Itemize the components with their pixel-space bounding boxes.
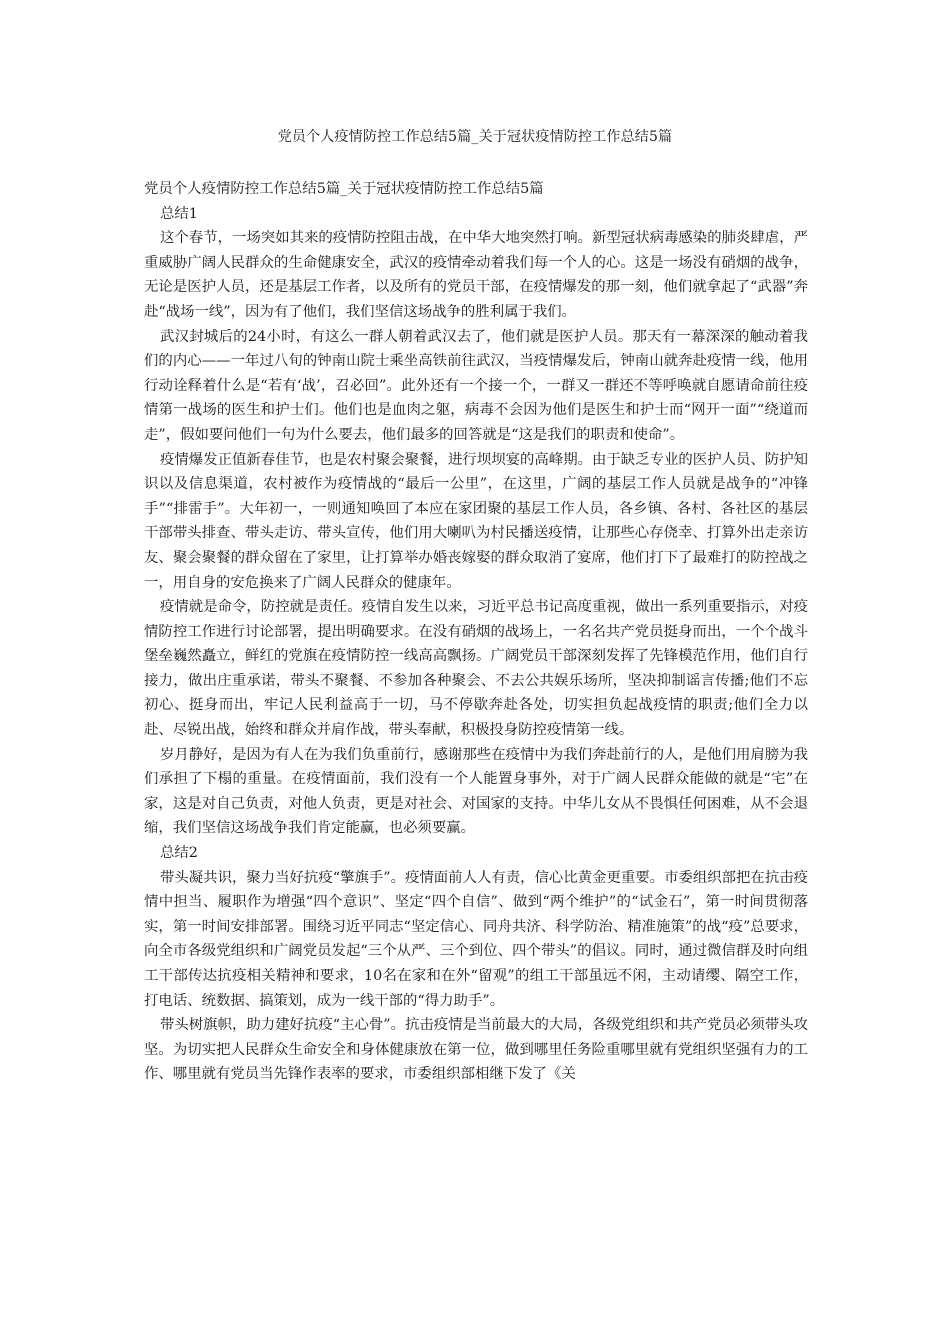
paragraph: 带头树旗帜，助力建好抗疫“主心骨”。抗击疫情是当前最大的大局，各级党组织和共产党员必须带头攻坚。为切实把人民群众生命安全和身体健康放在第一位，做到哪里任务险重哪里就有党组织坚强有力的工作、哪里就有党员当先锋作表率的要求，市委组织部相继下发了《关 [144, 1017, 808, 1083]
paragraph: 带头凝共识，聚力当好抗疫“擎旗手”。疫情面前人人有责，信心比黄金更重要。市委组织部把在抗击疫情中担当、履职作为增强“四个意识”、坚定“四个自信”、做到“两个维护”的“试金石”，第一时间贯彻落实，第一时间安排部署。围绕习近平同志“坚定信心、同舟共济、科学防治、精准施策”的战“疫”总要求，向全市各级党组织和广阔党员发起“三个从严、三个到位、四个带头”的倡议。同时，通过微信群及时向组工干部传达抗疫相关精神和要求，10名在家和在外“留观”的组工干部虽远不闲，主动请缨、隔空工作，打电话、统数据、搞策划，成为一线干部的“得力助手”。 [144, 869, 808, 1009]
paragraph: 岁月静好，是因为有人在为我们负重前行，感谢那些在疫情中为我们奔赴前行的人，是他们用肩膀为我们承担了下榻的重量。在疫情面前，我们没有一个人能置身事外，对于广阔人民群众能做的就是“宅”在家，这是对自己负责，对他人负责，更是对社会、对国家的支持。中华儿女从不畏惧任何困难，从不会退缩，我们坚信这场战争我们肯定能赢，也必须要赢。 [144, 746, 808, 837]
section-heading-2: 总结2 [160, 845, 198, 862]
paragraph: 武汉封城后的24小时，有这么一群人朝着武汉去了，他们就是医护人员。那天有一幕深深的触动着我们的内心——一年过八旬的钟南山院士乘坐高铁前往武汉，当疫情爆发后，钟南山就奔赴疫情一线，他用行动诠释着什么是“若有‘战’，召必回”。此外还有一个接一个，一群又一群还不等呼唤就自愿请命前往疫情第一战场的医生和护士们。他们也是血肉之躯，病毒不会因为他们是医生和护士而“网开一面”“绕道而走”，假如要问他们一句为什么要去，他们最多的回答就是“这是我们的职责和使命”。 [144, 328, 808, 443]
paragraph: 这个春节，一场突如其来的疫情防控阻击战，在中华大地突然打响。新型冠状病毒感染的肺炎肆虐，严重威胁广阔人民群众的生命健康安全，武汉的疫情牵动着我们每一个人的心。这是一场没有硝烟的战争，无论是医护人员，还是基层工作者，以及所有的党员干部，在疫情爆发的那一刻，他们就拿起了“武器”奔赴“战场一线”，因为有了他们，我们坚信这场战争的胜利属于我们。 [144, 230, 808, 320]
document-body [144, 177, 808, 1087]
document-title: 党员个人疫情防控工作总结5篇_关于冠状疫情防控工作总结5篇 [277, 129, 673, 145]
paragraph: 疫情就是命令，防控就是责任。疫情自发生以来，习近平总书记高度重视，做出一系列重要指示，对疫情防控工作进行讨论部署，提出明确要求。在没有硝烟的战场上，一名名共产党员挺身而出，一个个战斗堡垒巍然矗立，鲜红的党旗在疫情防控一线高高飘扬。广阔党员干部深刻发挥了先锋模范作用，他们自行接力，做出庄重承诺，带头不聚餐、不参加各种聚会、不去公共娱乐场所，坚决抑制谣言传播;他们不忘初心、挺身而出，牢记人民利益高于一切，马不停歇奔赴各处，切实担负起战疫情的职责;他们全力以赴、尽锐出战，始终和群众并肩作战，带头奉献，积极投身防控疫情第一线。 [144, 599, 808, 739]
paragraph: 疫情爆发正值新春佳节，也是农村聚会聚餐，进行坝坝宴的高峰期。由于缺乏专业的医护人员、防护知识以及信息渠道，农村被作为疫情战的“最后一公里”，在这里，广阔的基层工作人员就是战争的“冲锋手”“排雷手”。大年初一，一则通知唤回了本应在家团聚的基层工作人员，各乡镇、各村、各社区的基层干部带头排查、带头走访、带头宣传，他们用大喇叭为村民播送疫情，让那些心存侥幸、打算外出走亲访友、聚会聚餐的群众留在了家里，让打算举办婚丧嫁娶的群众取消了宴席，他们打下了最难打的防控战之一，用自身的安危换来了广阔人民群众的健康年。 [144, 451, 808, 591]
section-heading-1: 总结1 [160, 205, 198, 222]
document-subtitle: 党员个人疫情防控工作总结5篇_关于冠状疫情防控工作总结5篇 [144, 181, 544, 197]
